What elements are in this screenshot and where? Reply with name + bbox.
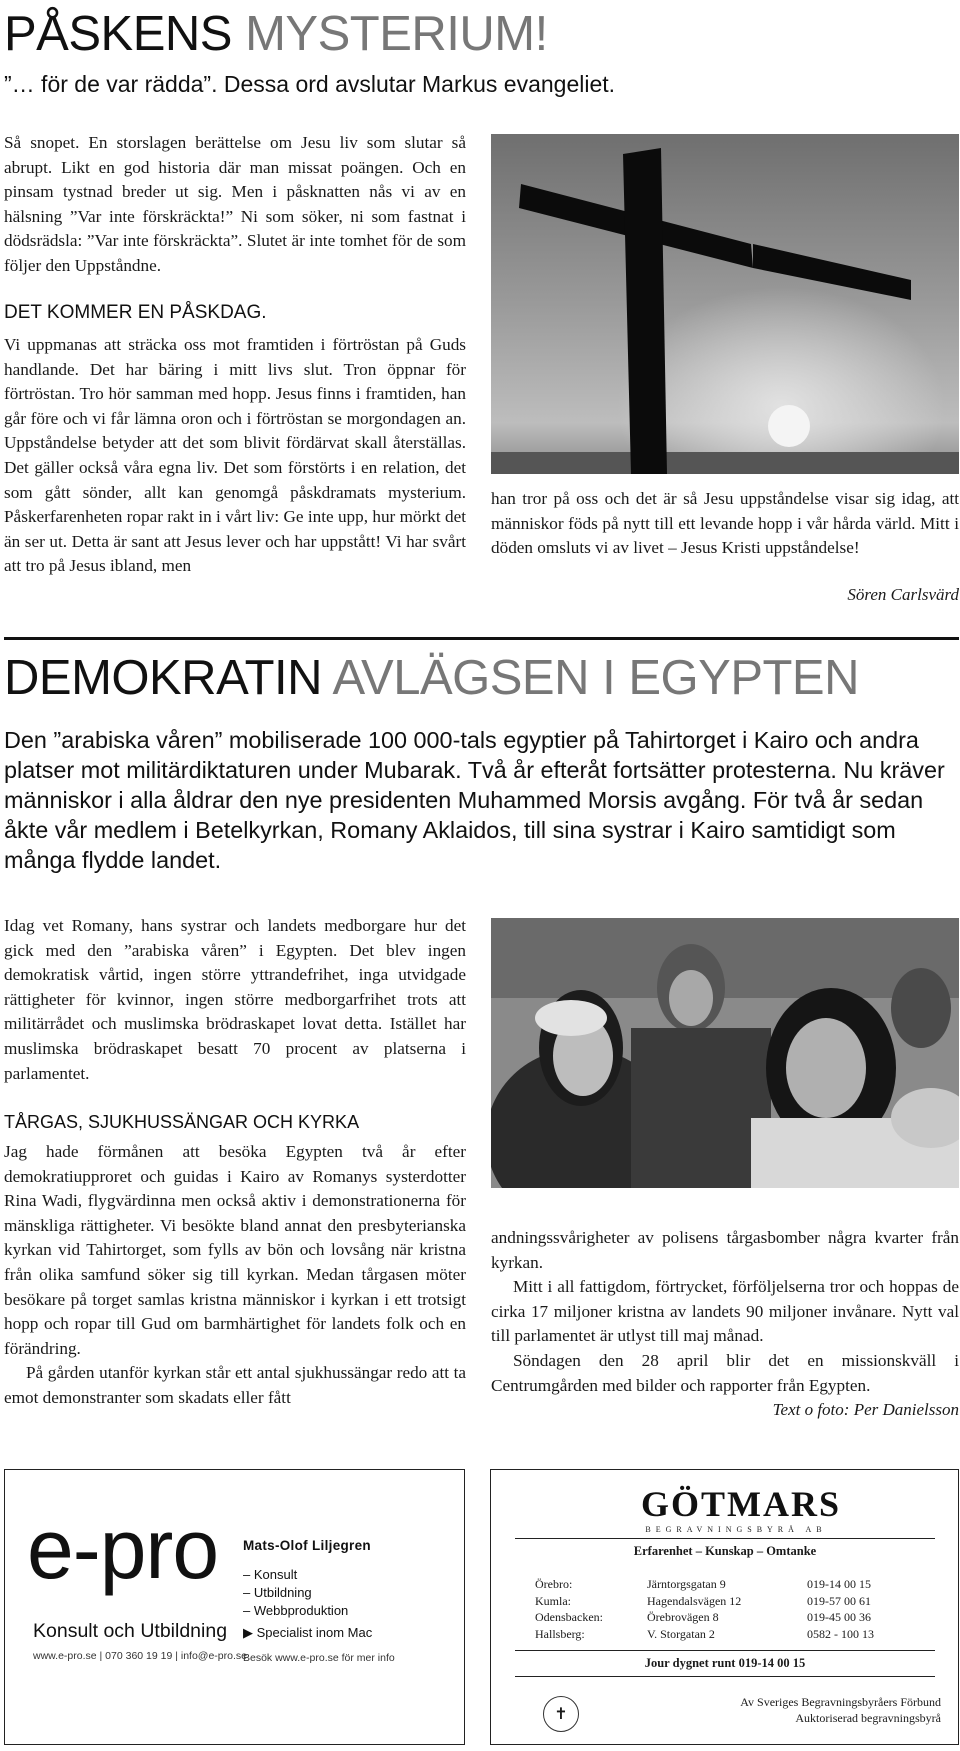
gotmars-divider — [515, 1538, 935, 1539]
gotmars-divider — [515, 1676, 935, 1677]
epro-ad — [4, 1469, 465, 1745]
epro-contact: www.e-pro.se | 070 360 19 19 | info@e-pro.se — [33, 1650, 247, 1662]
article1-col1-body: Vi uppmanas att sträcka oss mot framtiden i förtröstan på Guds handlande. Det har bäring i mitt livs slut. Tron öppnar för förtröstan. Tro hör samman med hopp. Jesus finns i framtiden, han går före och vi får lämna oron och i förtröstan se morgondagen an. Uppståndelse betyder att det som blivit fördärvat skall återställas. Det gäller också våra egna liv. Det som förstörts i en relation, det som gått sönder, allt kan genomgå påskdramats mysterium. Påskerfarenheten ropar rakt in i vårt liv: Ge inte upp, hur mörkt det än ser ut. Detta är sant att Jesus lever och har uppstått! Vi har svårt att tro på Jesus ibland, men — [4, 335, 466, 576]
office-row: Hallsberg: V. Storgatan 2 0582 - 100 13 — [535, 1626, 874, 1641]
article2-signature: Text o foto: Per Danielsson — [772, 1400, 959, 1420]
egypt-protest-photo — [491, 918, 959, 1188]
gotmars-assoc1: Av Sveriges Begravningsbyråers Förbund — [740, 1695, 941, 1709]
article2-col1-p1: Jag hade förmånen att besöka Egypten två år efter demokratiupproret och guidas i Kairo av Romanys systerdotter Rina Wadi, flygvärdinna men också aktiv i demonstrationerna för mänskliga rättigheter. Vi besökte bland annat den presbyterianska kyrkan vid Tahirtorget, som fylls av bön och lovsång när kristna från olika samfund söker sig till kyrkan. Medan tårgasen möter besökare på torget samlas kristna människor i kyrkan i ett trotsigt hopp och ropar till Gud om barmhärtighet för landets folk och en förändring. — [4, 1142, 466, 1358]
article1-col2-body: han tror på oss och det är så Jesu uppståndelse visar sig idag, att människor föds på nytt till ett levande hopp i vår hårda värld. Mitt i döden omsluts vi av livet – Jesus Kristi uppståndelse! — [491, 489, 959, 558]
article1-subheading: DET KOMMER EN PÅSKDAG. — [4, 302, 267, 323]
gotmars-divider — [515, 1650, 935, 1651]
epro-logo: e-pro — [27, 1502, 219, 1596]
article2-title-dark: DEMOKRATIN — [4, 651, 323, 705]
gotmars-slogan: Erfarenhet – Kunskap – Omtanke — [633, 1544, 817, 1558]
article2-lede: Den ”arabiska våren” mobiliserade 100 000-tals egyptier på Tahirtorget i Kairo och andra platser mot militärdiktaturen under Mubarak. Två år efteråt fortsätter protesterna. Nu kräver människor i alla åldrar den nye presidenten Muhammed Morsis avgång. För två år sedan åkte vår medlem i Betelkyrkan, Romany Aklaidos, till sina systrar i Kairo samtidigt som många flydde landet. — [4, 727, 945, 873]
epro-service-item: – Webbproduktion — [243, 1603, 349, 1618]
article2-intro: Idag vet Romany, hans systrar och landets medborgare hur det gick med den ”arabiska våren” i Egypten. Det blev ingen demokratisk vårtid, ingen större yttrandefrihet, inga utvidgade rättigheter för kvinnor, ingen större medborgarfrihet trots att militärrådet och muslimska brödraskapet lovat detta. Istället har muslimska brödraskapet besatt 70 procent av platserna i parlamentet. — [4, 916, 466, 1083]
article2-title-grey: AVLÄGSEN I EGYPTEN — [332, 651, 859, 705]
epro-tagline: Konsult och Utbildning — [33, 1620, 228, 1642]
cross-photo — [491, 134, 959, 474]
article1-title-dark: PÅSKENS — [4, 7, 232, 61]
gotmars-offices — [535, 1576, 915, 1642]
article1-title-grey: MYSTERIUM! — [245, 7, 548, 61]
article2-col2-p2: Mitt i all fattigdom, förtrycket, förföljelserna tror och hoppas de cirka 17 miljoner kristna av landets 90 miljoner invånare. Nytt val till parlamentet är utlyst till maj månad. — [491, 1277, 959, 1346]
gotmars-assoc — [601, 1694, 941, 1726]
gotmars-ad — [490, 1469, 959, 1745]
protesters-image — [491, 918, 959, 1188]
article1-intro: Så snopet. En storslagen berättelse om Jesu liv som slutar så abrupt. Likt en god historia där man missat poängen. Och en pinsam tystnad breder ut sig. Men i påsknatten nås vi av en hälsning ”Var inte förskräckta!” Ni som söker, ni som fastnat i dödsrädsla: ”Var inte förskräckta”. Slutet är inte tomhet för de som följer den Uppståndne. — [4, 133, 466, 275]
article2-col1-p2: På gården utanför kyrkan står ett antal sjukhussängar redo att ta emot demonstranter som skadats eller fått — [4, 1363, 466, 1407]
article2-subheading: TÅRGAS, SJUKHUSSÄNGAR OCH KYRKA — [4, 1112, 360, 1132]
epro-service-item: – Konsult — [243, 1567, 298, 1582]
article2-col1 — [4, 1140, 466, 1411]
article2-col2-p1: andningssvårigheter av polisens tårgasbomber några kvarter från kyrkan. — [491, 1228, 959, 1272]
cross-sunset-image — [491, 134, 959, 474]
gotmars-logo: GÖTMARS — [640, 1484, 841, 1524]
article1-signature: Sören Carlsvärd — [847, 585, 959, 604]
article1-title — [4, 8, 548, 60]
epro-service-item: – Utbildning — [243, 1585, 312, 1600]
article2-col2-p3: Söndagen den 28 april blir det en missionskväll i Centrumgården med bilder och rapporter från Egypten. — [491, 1350, 959, 1395]
epro-services — [243, 1566, 372, 1642]
office-row: Odensbacken: Örebrovägen 8 019-45 00 36 — [535, 1610, 871, 1624]
article2-col2 — [491, 1226, 959, 1423]
association-seal-icon: ✝ — [543, 1696, 579, 1732]
epro-person: Mats-Olof Liljegren — [243, 1538, 371, 1553]
office-row: Kumla: Hagendalsvägen 12 019-57 00 61 — [535, 1593, 871, 1608]
gotmars-assoc2: Auktoriserad begravningsbyrå — [795, 1711, 941, 1725]
epro-special: ▶ Specialist inom Mac — [243, 1625, 373, 1640]
gotmars-hours: Jour dygnet runt 019-14 00 15 — [644, 1656, 806, 1670]
article1-lede: ”… för de var rädda”. Dessa ord avslutar Markus evangeliet. — [4, 71, 616, 97]
play-arrow-icon: ▶ — [243, 1625, 253, 1640]
epro-visit: Besök www.e-pro.se för mer info — [243, 1652, 395, 1664]
gotmars-logo-sub: BEGRAVNINGSBYRÅ AB — [645, 1525, 827, 1534]
office-row: Örebro: Järntorgsgatan 9 019-14 00 15 — [535, 1577, 871, 1591]
article2-title — [4, 652, 859, 704]
section-divider — [4, 637, 959, 640]
